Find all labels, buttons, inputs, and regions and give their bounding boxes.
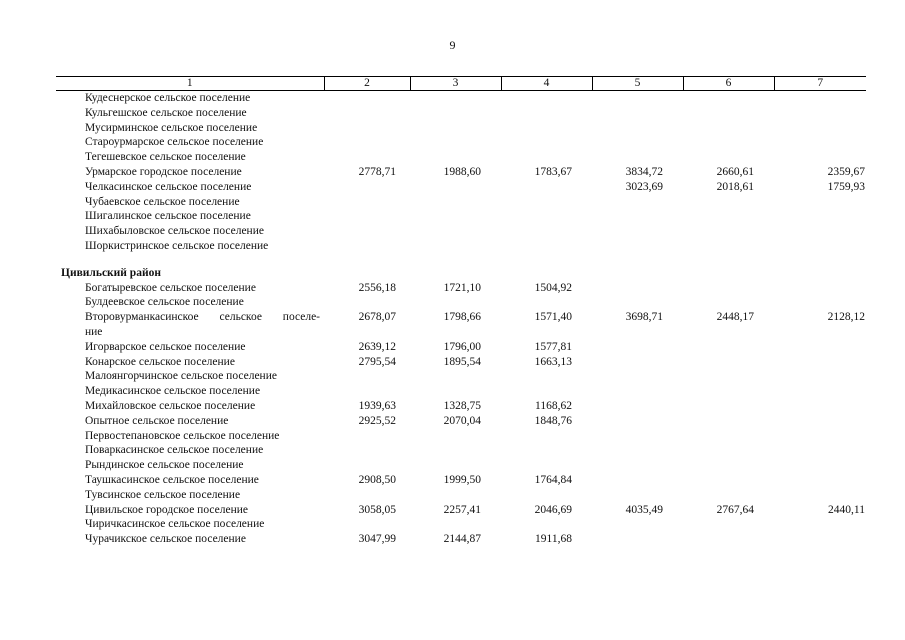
column-header: 1 bbox=[56, 77, 324, 91]
value-cell bbox=[683, 473, 774, 488]
value-cell: 1721,10 bbox=[443, 281, 481, 294]
value-cell: 2018,61 bbox=[716, 180, 754, 193]
column-header: 3 bbox=[410, 77, 501, 91]
table-row bbox=[56, 165, 866, 180]
value-cell bbox=[410, 224, 501, 239]
value-cell bbox=[410, 91, 501, 106]
value-cell bbox=[324, 135, 410, 150]
column-header: 6 bbox=[683, 77, 774, 91]
value-cell bbox=[501, 429, 592, 444]
settlement-name: Медикасинское сельское поселение bbox=[85, 385, 261, 398]
table-row bbox=[56, 180, 866, 195]
value-cell bbox=[774, 239, 866, 254]
value-cell bbox=[683, 135, 774, 150]
value-cell: 1168,62 bbox=[535, 399, 572, 412]
value-cell bbox=[683, 443, 774, 458]
value-cell: 1798,66 bbox=[443, 311, 481, 324]
value-cell: 1911,68 bbox=[535, 533, 572, 546]
value-cell: 2359,67 bbox=[827, 165, 865, 178]
table-row bbox=[56, 443, 866, 458]
value-cell bbox=[410, 195, 501, 210]
value-cell bbox=[324, 180, 410, 195]
value-cell bbox=[324, 91, 410, 106]
value-cell bbox=[501, 150, 592, 165]
value-cell bbox=[774, 532, 866, 547]
value-cell bbox=[324, 239, 410, 254]
value-cell bbox=[774, 224, 866, 239]
value-cell: 2448,17 bbox=[716, 311, 754, 324]
value-cell bbox=[501, 91, 592, 106]
value-cell bbox=[410, 135, 501, 150]
settlement-name: Шоркистринское сельское поселение bbox=[85, 239, 269, 252]
value-cell bbox=[774, 340, 866, 355]
value-cell bbox=[592, 517, 683, 532]
value-cell bbox=[592, 135, 683, 150]
value-cell bbox=[410, 106, 501, 121]
value-cell bbox=[683, 429, 774, 444]
value-cell: 2070,04 bbox=[443, 414, 481, 427]
settlement-name: Шигалинское сельское поселение bbox=[85, 210, 251, 223]
value-cell: 2440,11 bbox=[828, 503, 865, 516]
settlement-name: Чурачикское сельское поселение bbox=[85, 533, 246, 546]
value-cell: 2795,54 bbox=[358, 355, 396, 368]
value-cell: 2678,07 bbox=[358, 311, 396, 324]
value-cell bbox=[501, 121, 592, 136]
settlement-name: Урмарское городское поселение bbox=[85, 165, 242, 178]
value-cell bbox=[410, 369, 501, 384]
table-row bbox=[56, 399, 866, 414]
value-cell bbox=[410, 458, 501, 473]
value-cell bbox=[501, 135, 592, 150]
value-cell bbox=[324, 384, 410, 399]
value-cell bbox=[592, 209, 683, 224]
settlement-name: Кульгешское сельское поселение bbox=[85, 106, 247, 119]
value-cell bbox=[592, 239, 683, 254]
empty-cell bbox=[774, 325, 866, 340]
settlement-name: Кудеснерское сельское поселение bbox=[85, 92, 251, 104]
settlement-name: Игорварское сельское поселение bbox=[85, 340, 246, 353]
value-cell: 1663,13 bbox=[534, 355, 572, 368]
value-cell bbox=[592, 473, 683, 488]
table-row bbox=[56, 517, 866, 532]
column-header: 4 bbox=[501, 77, 592, 91]
value-cell: 1783,67 bbox=[534, 165, 572, 178]
value-cell: 2128,12 bbox=[827, 311, 865, 324]
value-cell: 1571,40 bbox=[534, 311, 572, 324]
value-cell bbox=[501, 295, 592, 310]
value-cell bbox=[774, 369, 866, 384]
table-body bbox=[56, 91, 866, 547]
value-cell bbox=[592, 281, 683, 296]
value-cell bbox=[324, 121, 410, 136]
value-cell bbox=[683, 224, 774, 239]
settlement-name: Рындинское сельское поселение bbox=[85, 459, 244, 472]
page-number: 9 bbox=[449, 38, 456, 52]
value-cell bbox=[774, 414, 866, 429]
value-cell bbox=[774, 517, 866, 532]
value-cell bbox=[324, 429, 410, 444]
value-cell bbox=[501, 224, 592, 239]
value-cell bbox=[501, 180, 592, 195]
value-cell bbox=[683, 414, 774, 429]
district-title: Цивильский район bbox=[61, 266, 161, 279]
settlement-name: Булдеевское сельское поселение bbox=[85, 296, 244, 309]
value-cell: 1504,92 bbox=[534, 281, 572, 294]
value-cell: 3047,99 bbox=[358, 533, 396, 546]
settlement-name: Опытное сельское поселение bbox=[85, 414, 229, 427]
value-cell bbox=[683, 295, 774, 310]
settlement-name: Малоянгорчинское сельское поселение bbox=[85, 370, 277, 383]
value-cell: 2778,71 bbox=[358, 165, 396, 178]
tariff-table bbox=[56, 76, 866, 547]
value-cell bbox=[501, 384, 592, 399]
value-cell: 1848,76 bbox=[534, 414, 572, 427]
value-cell bbox=[501, 195, 592, 210]
value-cell bbox=[324, 224, 410, 239]
value-cell: 2556,18 bbox=[358, 281, 396, 294]
settlement-name: Конарское сельское поселение bbox=[85, 355, 235, 368]
table-row bbox=[56, 150, 866, 165]
value-cell bbox=[683, 121, 774, 136]
value-cell: 2046,69 bbox=[534, 503, 572, 516]
value-cell: 1759,93 bbox=[827, 180, 865, 193]
value-cell bbox=[774, 429, 866, 444]
table-row bbox=[56, 355, 866, 370]
value-cell bbox=[410, 384, 501, 399]
value-cell: 3058,05 bbox=[358, 503, 396, 516]
value-cell: 2144,87 bbox=[443, 533, 481, 546]
spacer-row bbox=[56, 254, 866, 266]
value-cell bbox=[410, 150, 501, 165]
value-cell bbox=[774, 399, 866, 414]
value-cell bbox=[592, 106, 683, 121]
value-cell bbox=[324, 369, 410, 384]
value-cell bbox=[410, 443, 501, 458]
value-cell bbox=[592, 429, 683, 444]
value-cell bbox=[592, 443, 683, 458]
value-cell bbox=[324, 195, 410, 210]
settlement-name: Поваркасинское сельское поселение bbox=[85, 444, 264, 457]
value-cell bbox=[774, 209, 866, 224]
table-row bbox=[56, 310, 866, 325]
value-cell bbox=[592, 355, 683, 370]
value-cell: 3834,72 bbox=[625, 165, 663, 178]
settlement-name: Михайловское сельское поселение bbox=[85, 399, 256, 412]
table-row bbox=[56, 429, 866, 444]
value-cell bbox=[501, 458, 592, 473]
settlement-name: Первостепановское сельское поселение bbox=[85, 429, 280, 442]
column-header: 7 bbox=[774, 77, 866, 91]
empty-cell bbox=[592, 325, 683, 340]
value-cell bbox=[683, 91, 774, 106]
value-cell bbox=[683, 399, 774, 414]
value-cell bbox=[683, 209, 774, 224]
value-cell bbox=[324, 458, 410, 473]
value-cell bbox=[774, 106, 866, 121]
district-row bbox=[56, 266, 866, 281]
value-cell bbox=[774, 458, 866, 473]
value-cell: 2660,61 bbox=[716, 165, 754, 178]
table-row bbox=[56, 209, 866, 224]
value-cell: 1999,50 bbox=[443, 473, 481, 486]
empty-cell bbox=[501, 325, 592, 340]
value-cell bbox=[592, 399, 683, 414]
column-header: 5 bbox=[592, 77, 683, 91]
empty-cell bbox=[324, 325, 410, 340]
value-cell bbox=[324, 517, 410, 532]
value-cell: 2257,41 bbox=[443, 503, 481, 516]
value-cell: 1328,75 bbox=[443, 399, 481, 412]
value-cell bbox=[774, 281, 866, 296]
value-cell bbox=[774, 355, 866, 370]
value-cell bbox=[774, 91, 866, 106]
value-cell bbox=[683, 458, 774, 473]
empty-cell bbox=[410, 325, 501, 340]
value-cell bbox=[592, 195, 683, 210]
value-cell: 4035,49 bbox=[625, 503, 663, 516]
value-cell bbox=[592, 488, 683, 503]
value-cell bbox=[501, 239, 592, 254]
value-cell bbox=[683, 239, 774, 254]
value-cell bbox=[774, 135, 866, 150]
table-row bbox=[56, 295, 866, 310]
value-cell bbox=[683, 369, 774, 384]
value-cell bbox=[501, 106, 592, 121]
table-row bbox=[56, 224, 866, 239]
table-row bbox=[56, 503, 866, 518]
settlement-name: Челкасинское сельское поселение bbox=[85, 180, 252, 193]
value-cell bbox=[501, 488, 592, 503]
value-cell: 2767,64 bbox=[716, 503, 754, 516]
table-row bbox=[56, 195, 866, 210]
table-row bbox=[56, 384, 866, 399]
settlement-name: Староурмарское сельское поселение bbox=[85, 136, 264, 149]
value-cell bbox=[410, 488, 501, 503]
value-cell bbox=[774, 384, 866, 399]
settlement-name: Чиричкасинское сельское поселение bbox=[85, 518, 265, 531]
settlement-name: Цивильское городское поселение bbox=[85, 503, 248, 516]
value-cell bbox=[592, 414, 683, 429]
value-cell bbox=[592, 340, 683, 355]
settlement-name-continuation: ние bbox=[85, 325, 103, 338]
settlement-name: Богатыревское сельское поселение bbox=[85, 281, 256, 294]
settlement-name: Тувсинское сельское поселение bbox=[85, 488, 241, 501]
value-cell bbox=[592, 91, 683, 106]
table-row bbox=[56, 281, 866, 296]
value-cell bbox=[324, 106, 410, 121]
value-cell bbox=[592, 121, 683, 136]
table-row bbox=[56, 458, 866, 473]
table-row bbox=[56, 473, 866, 488]
table-row bbox=[56, 135, 866, 150]
value-cell bbox=[410, 429, 501, 444]
value-cell bbox=[410, 295, 501, 310]
value-cell bbox=[683, 532, 774, 547]
settlement-name: Мусирминское сельское поселение bbox=[85, 121, 258, 134]
value-cell bbox=[410, 239, 501, 254]
value-cell bbox=[501, 209, 592, 224]
value-cell bbox=[501, 369, 592, 384]
table-row bbox=[56, 91, 866, 106]
table-row bbox=[56, 121, 866, 136]
value-cell: 2925,52 bbox=[358, 414, 396, 427]
value-cell bbox=[501, 517, 592, 532]
value-cell: 2908,50 bbox=[358, 473, 396, 486]
value-cell bbox=[324, 209, 410, 224]
table-row bbox=[56, 340, 866, 355]
value-cell bbox=[324, 150, 410, 165]
value-cell bbox=[324, 488, 410, 503]
settlement-name: Тегешевское сельское поселение bbox=[85, 151, 246, 164]
value-cell bbox=[683, 106, 774, 121]
value-cell bbox=[324, 295, 410, 310]
value-cell bbox=[592, 532, 683, 547]
value-cell bbox=[774, 295, 866, 310]
table-row bbox=[56, 532, 866, 547]
value-cell: 2639,12 bbox=[358, 340, 396, 353]
table-row bbox=[56, 106, 866, 121]
value-cell bbox=[774, 473, 866, 488]
value-cell bbox=[592, 458, 683, 473]
settlement-name: Чубаевское сельское поселение bbox=[85, 195, 240, 208]
value-cell: 3023,69 bbox=[625, 180, 663, 193]
value-cell bbox=[410, 180, 501, 195]
value-cell bbox=[774, 443, 866, 458]
value-cell bbox=[683, 340, 774, 355]
column-header: 2 bbox=[324, 77, 410, 91]
settlement-name: Второвурманкасинское сельское поселе- bbox=[85, 311, 320, 324]
value-cell: 3698,71 bbox=[625, 311, 663, 324]
value-cell: 1764,84 bbox=[534, 473, 572, 486]
value-cell bbox=[683, 384, 774, 399]
empty-cell bbox=[683, 325, 774, 340]
value-cell bbox=[683, 195, 774, 210]
value-cell bbox=[592, 295, 683, 310]
value-cell bbox=[774, 150, 866, 165]
value-cell bbox=[501, 443, 592, 458]
value-cell: 1895,54 bbox=[443, 355, 481, 368]
table-row bbox=[56, 369, 866, 384]
table-row bbox=[56, 414, 866, 429]
value-cell bbox=[592, 369, 683, 384]
value-cell bbox=[410, 209, 501, 224]
value-cell: 1939,63 bbox=[358, 399, 396, 412]
settlement-name: Таушкасинское сельское поселение bbox=[85, 473, 259, 486]
value-cell bbox=[410, 517, 501, 532]
value-cell bbox=[683, 488, 774, 503]
table-row bbox=[56, 239, 866, 254]
value-cell bbox=[683, 517, 774, 532]
settlement-name: Шихабыловское сельское поселение bbox=[85, 225, 264, 238]
value-cell bbox=[683, 150, 774, 165]
value-cell bbox=[774, 488, 866, 503]
value-cell bbox=[410, 121, 501, 136]
value-cell bbox=[683, 355, 774, 370]
table-row-continuation bbox=[56, 325, 866, 340]
value-cell bbox=[324, 443, 410, 458]
value-cell bbox=[683, 281, 774, 296]
value-cell bbox=[592, 384, 683, 399]
header-row bbox=[56, 77, 866, 91]
value-cell bbox=[592, 150, 683, 165]
value-cell: 1796,00 bbox=[443, 340, 481, 353]
value-cell bbox=[774, 195, 866, 210]
value-cell bbox=[774, 121, 866, 136]
value-cell: 1577,81 bbox=[534, 340, 572, 353]
value-cell bbox=[592, 224, 683, 239]
table-row bbox=[56, 488, 866, 503]
value-cell: 1988,60 bbox=[443, 165, 481, 178]
